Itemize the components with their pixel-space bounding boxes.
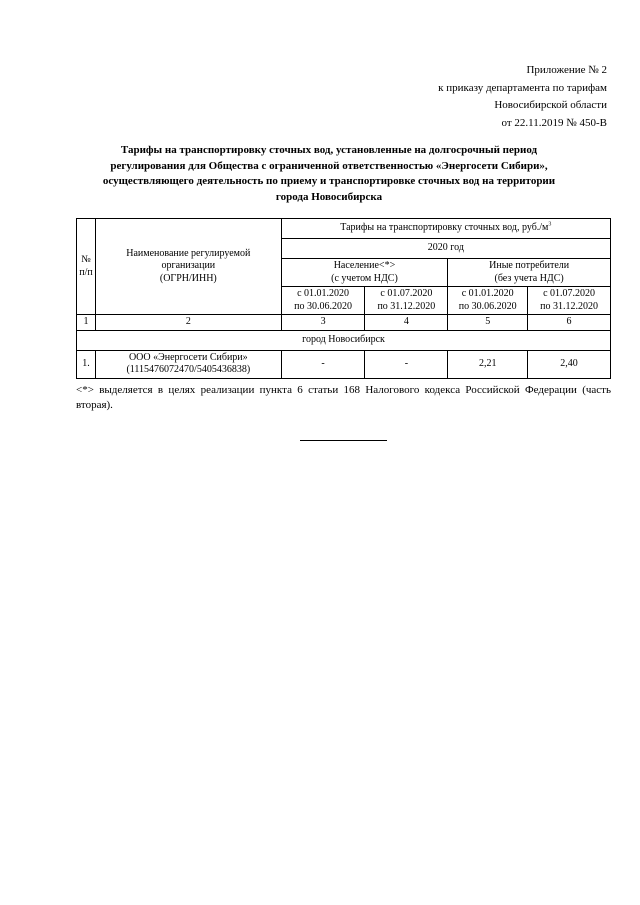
header-num	[77, 219, 96, 315]
tariff-value: 2,40	[528, 350, 611, 378]
appendix-number: Приложение № 2	[526, 64, 607, 76]
column-number: 4	[365, 315, 448, 331]
header-org-line-1: Наименование регулируемой	[126, 247, 251, 259]
city-name: город Новосибирск	[77, 330, 611, 350]
tariffs-table	[76, 218, 611, 379]
header-tariffs	[281, 219, 610, 239]
column-number: 3	[281, 315, 365, 331]
tariff-value: -	[365, 350, 448, 378]
header-period	[528, 287, 611, 315]
title-line-2: регулирования для Общества с ограниченной ответственностью «Энергосети Сибири»,	[110, 159, 548, 172]
header-organization	[95, 219, 281, 315]
column-numbers-row	[77, 315, 611, 331]
header-population-line-2: (с учетом НДС)	[331, 272, 398, 284]
header-tariffs-unit-sup: 3	[548, 221, 552, 228]
column-number: 2	[95, 315, 281, 331]
header-period	[365, 287, 448, 315]
organization-name: ООО «Энергосети Сибири»	[128, 351, 248, 363]
period-to: по 31.12.2020	[540, 300, 598, 312]
separator-line	[300, 440, 387, 441]
header-other-consumers	[448, 259, 611, 287]
period-from: с 01.01.2020	[461, 288, 514, 299]
title-line-4: города Новосибирска	[275, 190, 383, 203]
header-others-line-1: Иные потребители	[489, 260, 570, 271]
header-org-line-2: организации	[161, 260, 216, 272]
header-num-line-1: №	[81, 254, 91, 265]
header-num-line-2: п/п	[79, 266, 93, 278]
header-period	[448, 287, 528, 315]
period-to: по 30.06.2020	[294, 300, 352, 312]
table-row	[77, 350, 611, 378]
tariff-value: -	[281, 350, 365, 378]
appendix-order-ref: к приказу департамента по тарифам	[438, 81, 607, 94]
title-line-1: Тарифы на транспортировку сточных вод, установленные на долгосрочный период	[120, 144, 538, 156]
header-period	[281, 287, 365, 315]
period-from: с 01.01.2020	[297, 288, 350, 299]
column-number: 5	[448, 315, 528, 331]
period-to: по 31.12.2020	[377, 300, 436, 312]
footnote: <*> выделяется в целях реализации пункта 6 статьи 168 Налогового кодекса Российской Федерации (часть вторая).	[76, 384, 611, 411]
organization-ids: (1115476072470/5405436838)	[126, 364, 251, 375]
row-number: 1.	[77, 350, 96, 378]
appendix-region: Новосибирской области	[494, 99, 607, 111]
city-row	[77, 330, 611, 350]
table-header-row-1	[77, 219, 611, 239]
header-others-line-2: (без учета НДС)	[494, 272, 564, 284]
header-year: 2020 год	[281, 239, 610, 259]
column-number: 6	[528, 315, 611, 331]
document-title	[62, 143, 596, 205]
appendix-header	[438, 62, 607, 132]
title-line-3: осуществляющего деятельность по приему и транспортировке сточных вод на территории	[102, 175, 556, 187]
period-from: с 01.07.2020	[380, 288, 433, 299]
appendix-date: от 22.11.2019 № 450-В	[501, 116, 607, 129]
header-tariffs-text: Тарифы на транспортировку сточных вод, руб./м	[340, 222, 549, 234]
header-org-line-3: (ОГРН/ИНН)	[159, 272, 217, 284]
row-organization	[95, 350, 281, 378]
tariff-value: 2,21	[448, 350, 528, 378]
column-number: 1	[77, 315, 96, 331]
header-population-line-1: Население<*>	[333, 260, 396, 271]
period-from: с 01.07.2020	[543, 288, 596, 299]
period-to: по 30.06.2020	[458, 300, 517, 312]
header-population	[281, 259, 448, 287]
